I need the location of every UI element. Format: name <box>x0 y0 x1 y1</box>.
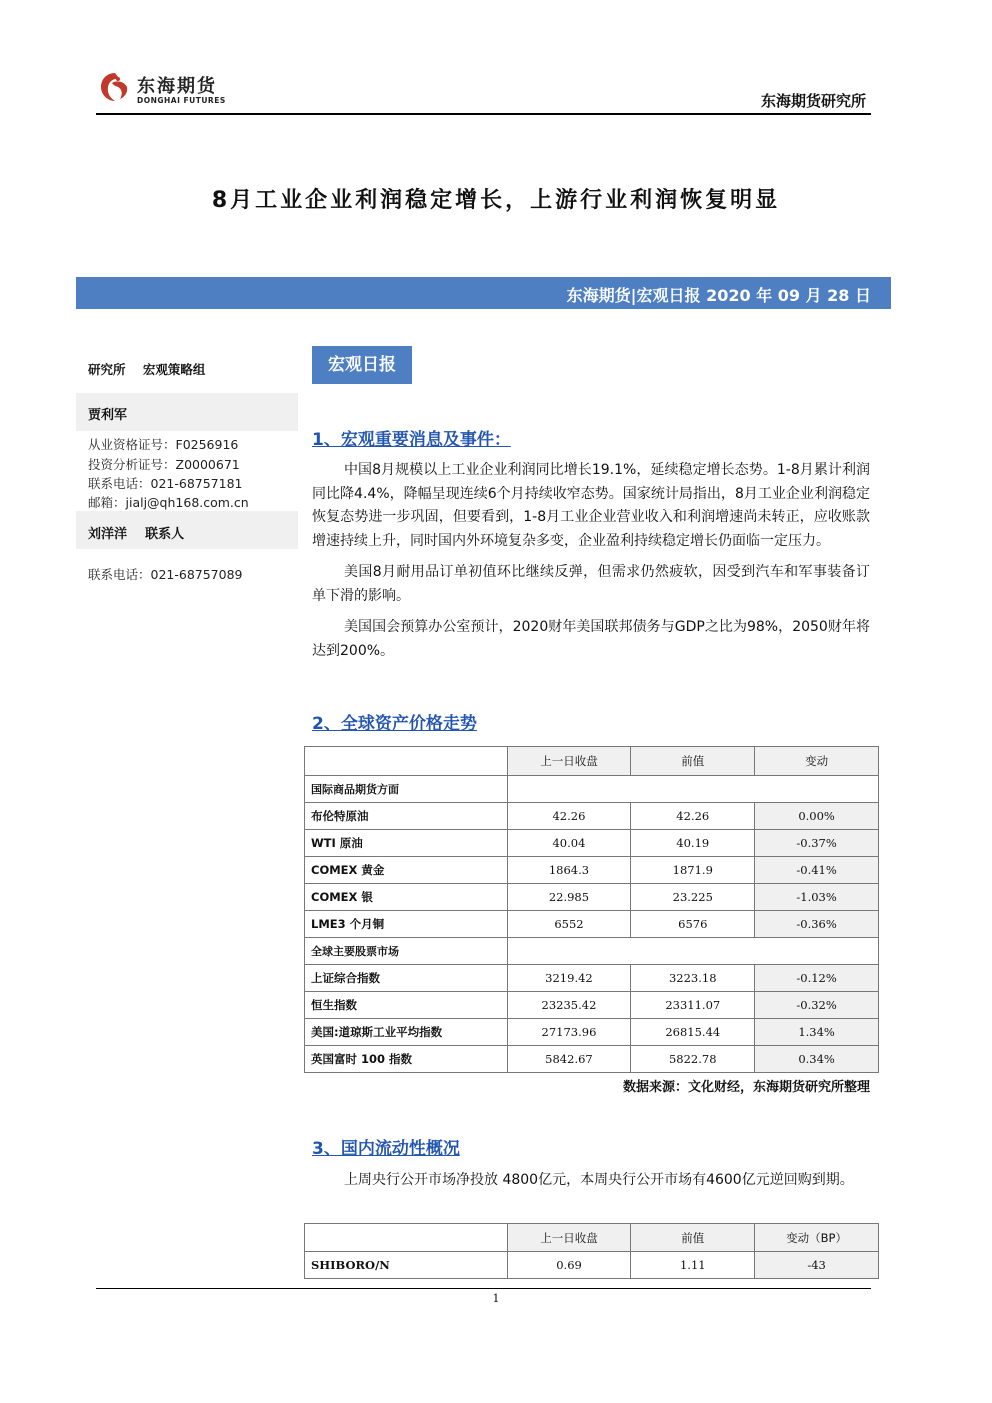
col-header-prev: 前值 <box>631 1224 755 1252</box>
sidebar-department: 研究所 宏观策略组 <box>88 362 206 377</box>
analyst1-analysis-cert: 投资分析证号：Z0000671 <box>88 457 240 472</box>
section2-title: 2、全球资产价格走势 <box>312 714 477 734</box>
col-header-change: 变动 <box>755 747 879 776</box>
col-header-prev: 前值 <box>631 747 755 776</box>
table-row: WTI 原油 40.04 40.19 -0.37% <box>305 830 879 857</box>
table-row: COMEX 银 22.985 23.225 -1.03% <box>305 884 879 911</box>
section1-paragraph-3: 美国国会预算办公室预计，2020财年美国联邦债务与GDP之比为98%，2050财年将达到200%。 <box>312 619 870 659</box>
logo-english-text: DONGHAI FUTURES <box>137 96 226 105</box>
section1-paragraph-2: 美国8月耐用品订单初值环比继续反弹，但需求仍然疲软，因受到汽车和军事装备订单下滑的影响。 <box>312 564 870 604</box>
table-row: SHIBORO/N 0.69 1.11 -43 <box>305 1252 879 1279</box>
institute-name: 东海期货研究所 <box>760 92 866 110</box>
analyst1-name: 贾利军 <box>88 408 128 423</box>
col-header-close: 上一日收盘 <box>507 1224 631 1252</box>
section3-body <box>312 1168 870 1192</box>
col-header-close: 上一日收盘 <box>507 747 631 776</box>
header-divider <box>96 113 871 115</box>
donghai-logo-icon <box>98 70 132 104</box>
analyst2-name: 刘洋洋 联系人 <box>88 527 185 542</box>
table-row: COMEX 黄金 1864.3 1871.9 -0.41% <box>305 857 879 884</box>
table-group-row <box>305 776 879 803</box>
group-stock-markets: 全球主要股票市场 <box>305 938 508 965</box>
analyst1-qualification: 从业资格证号：F0256916 <box>88 437 239 452</box>
table-row: 美国:道琼斯工业平均指数 27173.96 26815.44 1.34% <box>305 1019 879 1046</box>
report-banner-text: 东海期货|宏观日报 2020 年 09 月 28 日 <box>566 286 871 305</box>
table-row: 英国富时 100 指数 5842.67 5822.78 0.34% <box>305 1046 879 1073</box>
asset-price-table <box>304 746 879 1073</box>
section3-title: 3、国内流动性概况 <box>312 1139 460 1159</box>
analyst2-phone: 联系电话：021-68757089 <box>88 567 243 582</box>
col-header-change-bp: 变动（BP） <box>755 1224 879 1252</box>
section-tag: 宏观日报 <box>312 346 412 384</box>
document-title: 8月工业企业利润稳定增长，上游行业利润恢复明显 <box>211 188 781 213</box>
table-header-row <box>305 1224 879 1252</box>
group-commodities: 国际商品期货方面 <box>305 776 508 803</box>
table-row: 上证综合指数 3219.42 3223.18 -0.12% <box>305 965 879 992</box>
data-source-note: 数据来源：文化财经，东海期货研究所整理 <box>622 1080 870 1095</box>
table-group-row <box>305 938 879 965</box>
analyst1-email: 邮箱：jialj@qh168.com.cn <box>88 495 249 510</box>
section1-body <box>312 459 870 663</box>
report-banner <box>76 277 891 309</box>
table-row: 恒生指数 23235.42 23311.07 -0.32% <box>305 992 879 1019</box>
liquidity-table <box>304 1223 879 1279</box>
footer-divider <box>96 1288 871 1289</box>
page-number: 1 <box>492 1292 500 1305</box>
table-row: 布伦特原油 42.26 42.26 0.00% <box>305 803 879 830</box>
table-header-row <box>305 747 879 776</box>
logo-chinese-text: 东海期货 <box>137 76 217 97</box>
table-row: LME3 个月铜 6552 6576 -0.36% <box>305 911 879 938</box>
section1-paragraph-1: 中国8月规模以上工业企业利润同比增长19.1%，延续稳定增长态势。1-8月累计利润同比降4.4%，降幅呈现连续6个月持续收窄态势。国家统计局指出，8月工业企业利润稳定恢复态势进一步巩固，但要看到，1-8月工业企业营业收入和利润增速尚未转正，应收账款增速持续上升，同时国内外环境复杂多变，企业盈利持续稳定增长仍面临一定压力。 <box>312 462 870 549</box>
section1-title: 1、宏观重要消息及事件： <box>312 430 511 450</box>
section3-paragraph: 上周央行公开市场净投放 4800亿元，本周央行公开市场有4600亿元逆回购到期。 <box>344 1172 854 1188</box>
analyst1-phone: 联系电话：021-68757181 <box>88 476 243 491</box>
